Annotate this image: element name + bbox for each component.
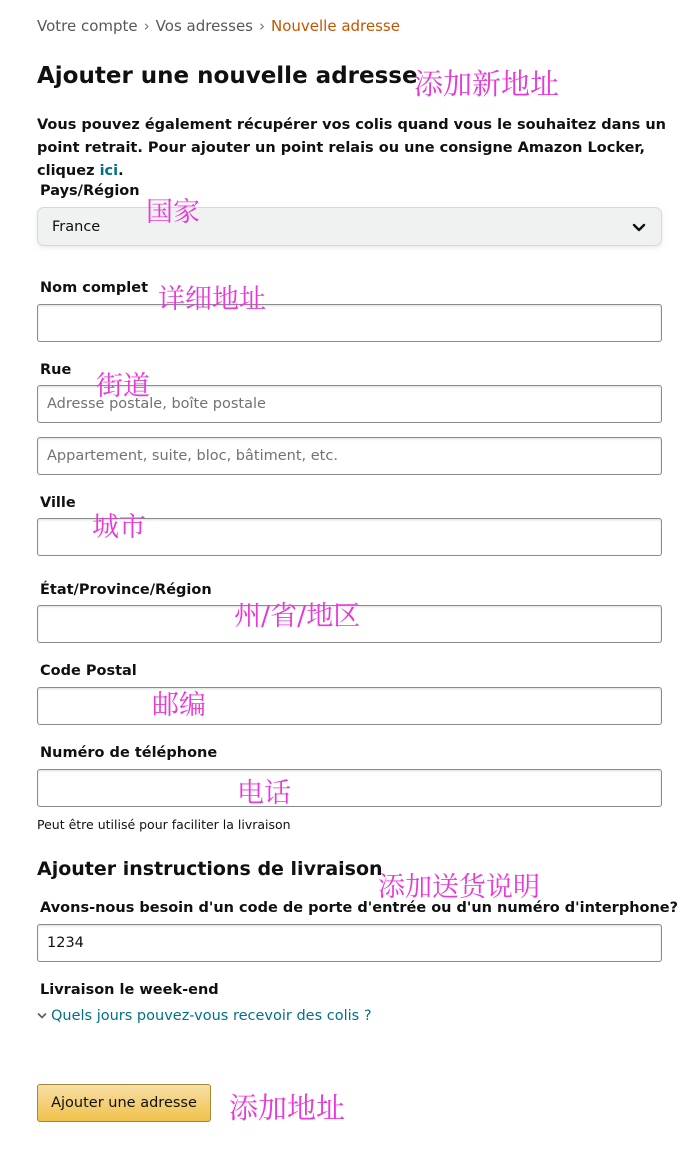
address-line2-input[interactable]: [37, 437, 662, 475]
country-select[interactable]: [37, 207, 662, 246]
breadcrumb-link-addresses[interactable]: Vos adresses: [155, 17, 253, 35]
weekend-delivery-label: Livraison le week-end: [40, 982, 219, 998]
annotation-city: 城市: [92, 512, 146, 543]
annotation-delivery: 添加送货说明: [378, 872, 540, 903]
annotation-phone: 电话: [237, 778, 291, 809]
pickup-info-text: [37, 114, 677, 183]
weekend-days-expander[interactable]: [37, 1008, 372, 1024]
door-code-label: Avons-nous besoin d'un code de porte d'entrée ou d'un numéro d'interphone?: [40, 900, 679, 916]
phone-hint: Peut être utilisé pour faciliter la livraison: [37, 817, 291, 832]
annotation-street: 街道: [96, 371, 150, 402]
annotation-postal: 邮编: [152, 690, 206, 721]
annotation-country: 国家: [146, 197, 200, 228]
annotation-full-name: 详细地址: [158, 284, 266, 315]
country-label: Pays/Région: [40, 183, 140, 199]
page-title: Ajouter une nouvelle adresse: [37, 63, 418, 89]
state-label: État/Province/Région: [40, 582, 212, 598]
postal-code-label: Code Postal: [40, 663, 137, 679]
breadcrumb: [37, 17, 400, 35]
pickup-info-body: Vous pouvez également récupérer vos colis quand vous le souhaitez dans un point retrait. Pour ajouter un point relais ou une consigne Amazon Locker, cliquez: [37, 117, 667, 179]
pickup-point-link[interactable]: ici: [99, 163, 119, 179]
annotation-submit: 添加地址: [229, 1091, 346, 1125]
pickup-info-end: .: [118, 163, 124, 179]
weekend-days-link: Quels jours pouvez-vous recevoir des colis ?: [51, 1008, 372, 1024]
city-label: Ville: [40, 495, 76, 511]
postal-code-input[interactable]: [37, 687, 662, 725]
breadcrumb-link-account[interactable]: Votre compte: [37, 17, 138, 35]
breadcrumb-separator: ›: [143, 17, 150, 35]
phone-label: Numéro de téléphone: [40, 745, 218, 761]
country-select-value: France: [52, 218, 101, 235]
annotation-title: 添加新地址: [414, 67, 560, 101]
chevron-down-icon: [37, 1011, 47, 1021]
chevron-down-icon: [631, 219, 647, 235]
door-code-input[interactable]: [37, 924, 662, 962]
add-address-button[interactable]: Ajouter une adresse: [37, 1084, 211, 1122]
full-name-label: Nom complet: [40, 280, 149, 296]
annotation-state: 州/省/地区: [234, 601, 361, 632]
delivery-instructions-title: Ajouter instructions de livraison: [37, 858, 383, 880]
breadcrumb-separator: ›: [258, 17, 265, 35]
street-label: Rue: [40, 362, 72, 378]
full-name-input[interactable]: [37, 304, 662, 342]
breadcrumb-current: Nouvelle adresse: [270, 17, 400, 35]
phone-input[interactable]: [37, 769, 662, 807]
